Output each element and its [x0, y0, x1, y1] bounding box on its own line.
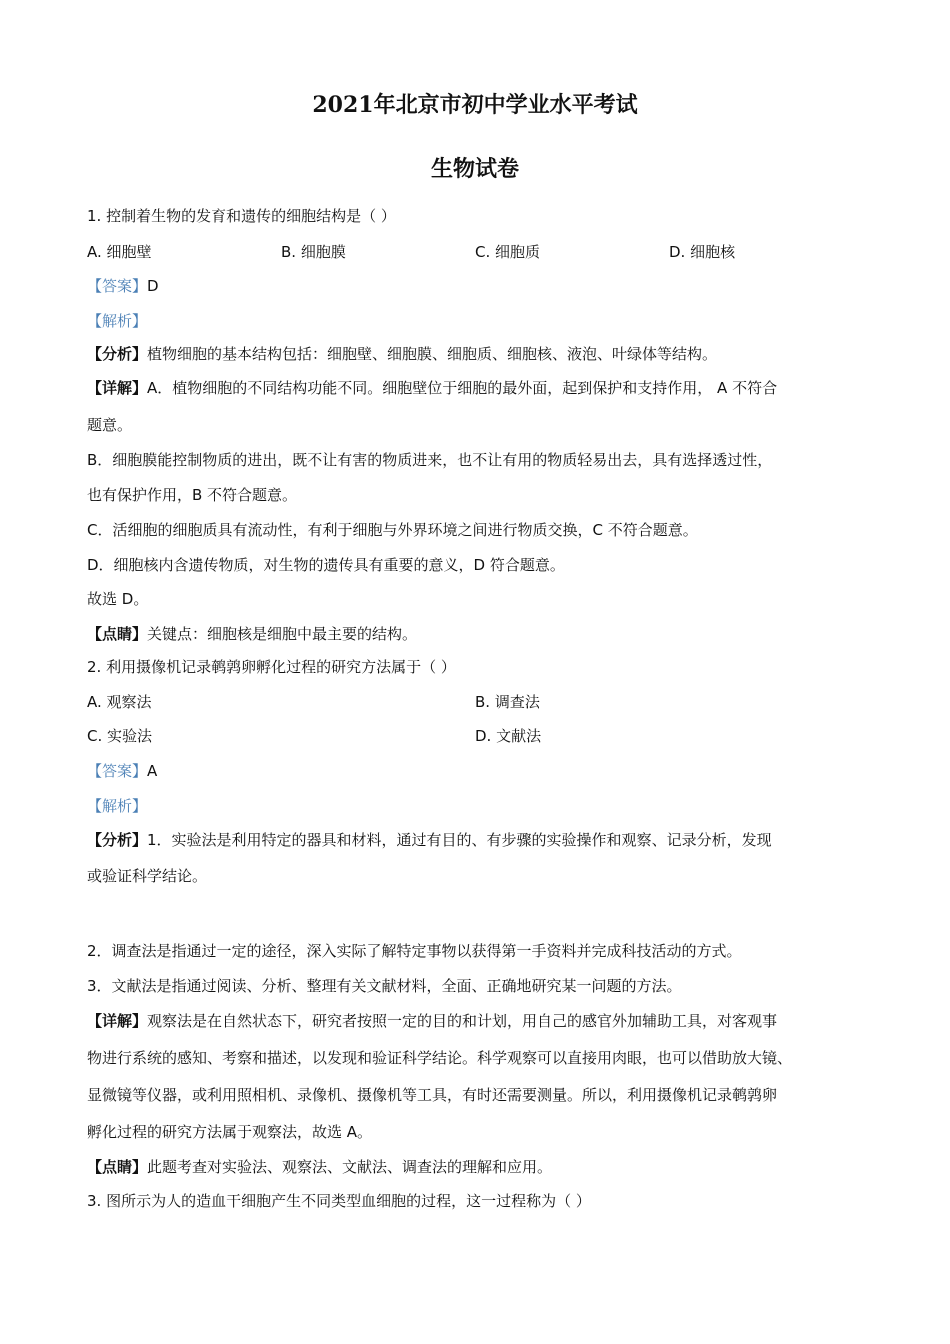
q2-option-c: C. 实验法 [87, 727, 153, 745]
q2-option-b: B. 调查法 [475, 693, 540, 711]
q1-line-b1: B．细胞膜能控制物质的进出，既不让有害的物质进来，也不让有用的物质轻易出去，具有选择透过性， [87, 451, 773, 469]
q2-xiangjie-4: 孵化过程的研究方法属于观察法，故选 A。 [87, 1123, 373, 1141]
answer-tag: 【答案】 [87, 762, 148, 780]
fenxi-text: 1．实验法是利用特定的器具和材料，通过有目的、有步骤的实验操作和观察、记录分析，发现 [147, 831, 772, 849]
xiangjie-text: 观察法是在自然状态下，研究者按照一定的目的和计划，用自己的感官外加辅助工具，对客观事 [147, 1012, 778, 1030]
xiangjie-text: A．植物细胞的不同结构功能不同。细胞壁位于细胞的最外面，起到保护和支持作用， A 不符合 [147, 379, 778, 397]
fenxi-tag: 【分析】 [87, 345, 148, 363]
answer-value: D [147, 277, 159, 295]
dianjing-text: 关键点：细胞核是细胞中最主要的结构。 [147, 625, 418, 643]
q1-xiangjie [87, 378, 777, 398]
exam-subtitle: 生物试卷 [430, 156, 519, 182]
q3-stem: 3. 图所示为人的造血干细胞产生不同类型血细胞的过程，这一过程称为（ ） [87, 1192, 591, 1210]
q2-xiangjie [87, 1011, 777, 1031]
q2-option-d: D. 文献法 [475, 727, 542, 745]
xiangjie-tag: 【详解】 [87, 379, 148, 397]
fenxi-text: 植物细胞的基本结构包括：细胞壁、细胞膜、细胞质、细胞核、液泡、叶绿体等结构。 [147, 345, 718, 363]
q1-line-b2: 也有保护作用，B 不符合题意。 [87, 486, 298, 504]
q2-fenxi-3: 2．调查法是指通过一定的途径，深入实际了解特定事物以获得第一手资料并完成科技活动的方式。 [87, 942, 742, 960]
q2-fenxi-cont: 或验证科学结论。 [87, 867, 208, 885]
q1-line-c: C．活细胞的细胞质具有流动性，有利于细胞与外界环境之间进行物质交换，C 不符合题意。 [87, 521, 698, 539]
q2-dianjing [87, 1157, 552, 1177]
dianjing-text: 此题考查对实验法、观察法、文献法、调查法的理解和应用。 [147, 1158, 553, 1176]
dianjing-tag: 【点睛】 [87, 1158, 148, 1176]
q1-option-c: C. 细胞质 [475, 243, 541, 261]
q2-xiangjie-3: 显微镜等仪器，或利用照相机、录像机、摄像机等工具，有时还需要测量。所以，利用摄像机记录鹌鹑卵 [87, 1086, 778, 1104]
q1-fenxi [87, 344, 717, 364]
q2-xiangjie-2: 物进行系统的感知、考察和描述，以发现和验证科学结论。科学观察可以直接用肉眼，也可以借助放大镜、 [87, 1049, 793, 1067]
q1-dianjing [87, 624, 417, 644]
answer-value: A [147, 762, 158, 780]
q2-fenxi-4: 3．文献法是指通过阅读、分析、整理有关文献材料，全面、正确地研究某一问题的方法。 [87, 977, 682, 995]
q1-answer [87, 276, 159, 296]
dianjing-tag: 【点睛】 [87, 625, 148, 643]
q2-option-a: A. 观察法 [87, 693, 152, 711]
q2-answer [87, 761, 157, 781]
exam-title: 2021年北京市初中学业水平考试 [312, 92, 638, 118]
q1-analysis-tag: 【解析】 [87, 312, 148, 330]
fenxi-tag: 【分析】 [87, 831, 148, 849]
q2-analysis-tag: 【解析】 [87, 797, 148, 815]
q1-conclusion: 故选 D。 [87, 590, 149, 608]
q1-option-b: B. 细胞膜 [281, 243, 346, 261]
q1-option-d: D. 细胞核 [669, 243, 736, 261]
q2-stem: 2. 利用摄像机记录鹌鹑卵孵化过程的研究方法属于（ ） [87, 658, 456, 676]
xiangjie-tag: 【详解】 [87, 1012, 148, 1030]
q1-line-d: D．细胞核内含遗传物质，对生物的遗传具有重要的意义，D 符合题意。 [87, 556, 565, 574]
answer-tag: 【答案】 [87, 277, 148, 295]
q2-fenxi [87, 830, 772, 850]
q1-stem: 1. 控制着生物的发育和遗传的细胞结构是（ ） [87, 207, 396, 225]
q1-xiangjie-cont: 题意。 [87, 416, 133, 434]
q1-option-a: A. 细胞壁 [87, 243, 152, 261]
